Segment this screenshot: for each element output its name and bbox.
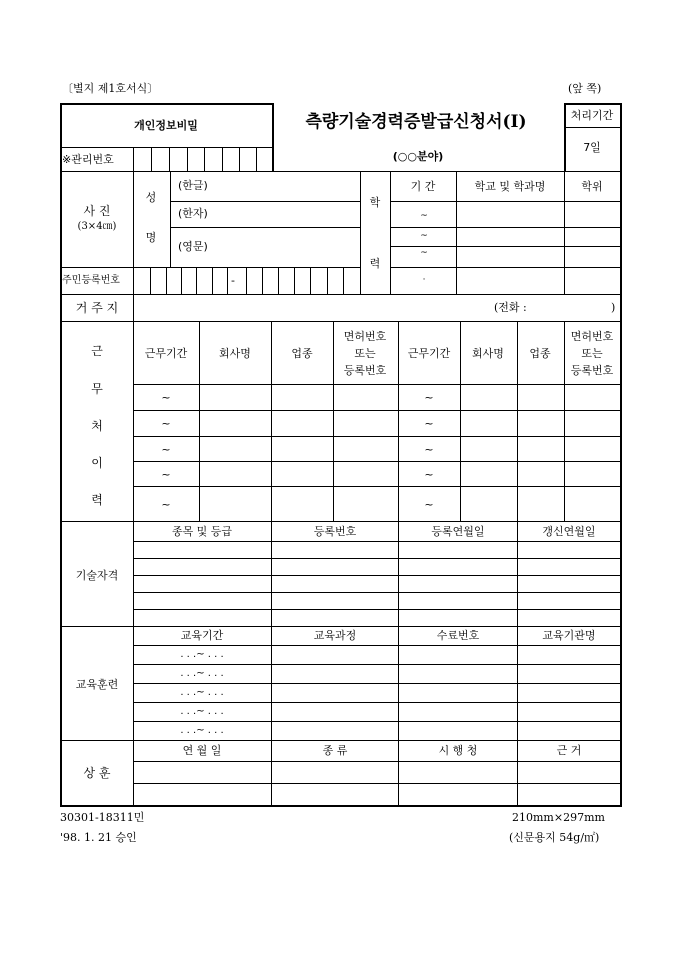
training-col-4: 교육기관명 — [542, 629, 596, 642]
photo-label: 사 진 — [83, 204, 111, 218]
license-header-left-2: 또는 — [354, 347, 376, 360]
training-col-2: 교육과정 — [313, 629, 357, 642]
name-english-label: (영문) — [178, 240, 208, 253]
education-degree-header: 학위 — [581, 180, 603, 193]
approval-date: '98. 1. 21 승인 — [60, 831, 137, 844]
tilde-left-5: ~ — [161, 498, 171, 511]
form-code: 30301-18311민 — [60, 811, 145, 824]
training-dots-5: . . .~ . . . — [180, 725, 224, 736]
license-header-right-3: 등록번호 — [570, 364, 614, 377]
company-header-right: 회사명 — [472, 347, 504, 360]
company-header-left: 회사명 — [219, 347, 251, 360]
employment-char-2: 무 — [91, 382, 103, 396]
tilde-left-4: ~ — [161, 468, 171, 481]
education-char-1: 학 — [369, 196, 381, 209]
qualification-col-3: 등록연월일 — [431, 525, 485, 538]
processing-period-label: 처리기간 — [570, 109, 614, 122]
tilde-right-2: ~ — [424, 417, 434, 430]
privacy-label: 개인정보비밀 — [134, 119, 198, 132]
processing-period-value: 7일 — [583, 141, 601, 154]
education-period-header: 기 간 — [410, 180, 436, 193]
industry-header-left: 업종 — [291, 347, 313, 360]
tilde-right-1: ~ — [424, 391, 434, 404]
industry-header-right: 업종 — [529, 347, 551, 360]
awards-col-3: 시 행 청 — [438, 744, 478, 757]
education-row-2: ~ — [420, 211, 428, 221]
name-char-2: 명 — [145, 231, 157, 244]
license-header-right-2: 또는 — [581, 347, 603, 360]
awards-col-2: 종 류 — [322, 744, 348, 757]
qualification-col-4: 갱신연월일 — [542, 525, 596, 538]
employment-char-4: 이 — [91, 456, 103, 470]
phone-label: (전화 : — [494, 301, 527, 314]
training-col-3: 수료번호 — [436, 629, 480, 642]
tilde-left-3: ~ — [161, 443, 171, 456]
name-korean-label: (한글) — [178, 179, 208, 192]
tilde-left-1: ~ — [161, 391, 171, 404]
awards-col-1: 연 월 일 — [182, 744, 222, 757]
rrn-dash: - — [231, 274, 235, 287]
training-dots-3: . . .~ . . . — [180, 687, 224, 698]
paper-size: 210mm×297mm — [512, 811, 605, 824]
name-char-1: 성 — [145, 191, 157, 204]
qualification-col-2: 등록번호 — [313, 525, 357, 538]
tilde-right-3: ~ — [424, 443, 434, 456]
work-period-header-left: 근무기간 — [144, 347, 188, 360]
qualification-col-1: 종목 및 등급 — [171, 525, 233, 538]
employment-char-3: 처 — [91, 419, 103, 433]
awards-col-4: 근 거 — [556, 744, 582, 757]
rrn-label: 주민등록번호 — [62, 275, 120, 286]
qualification-label: 기술자격 — [75, 569, 119, 582]
photo-size: (3×4㎝) — [77, 221, 117, 232]
work-period-header-right: 근무기간 — [407, 347, 451, 360]
training-dots-4: . . .~ . . . — [180, 706, 224, 717]
training-col-1: 교육기간 — [180, 629, 224, 642]
license-header-left-1: 면허번호 — [343, 330, 387, 343]
awards-label: 상 훈 — [83, 766, 111, 780]
page-side: (앞 쪽) — [568, 82, 602, 95]
training-dots-1: . . .~ . . . — [180, 649, 224, 660]
form-number: 〔별지 제1호서식〕 — [62, 82, 159, 95]
license-header-right-1: 면허번호 — [570, 330, 614, 343]
form-subtitle: (○○분야) — [392, 150, 444, 163]
management-number-label: ※관리번호 — [62, 153, 114, 166]
employment-char-1: 근 — [91, 344, 103, 358]
phone-close: ) — [611, 301, 616, 314]
license-header-left-3: 등록번호 — [343, 364, 387, 377]
training-label: 교육훈련 — [75, 678, 119, 691]
education-char-2: 력 — [369, 257, 381, 270]
education-school-header: 학교 및 학과명 — [474, 180, 546, 193]
education-row-4: ~ — [420, 231, 428, 241]
education-row-3: ~ — [420, 248, 428, 258]
form-title: 측량기술경력증발급신청서(Ⅰ) — [305, 112, 527, 132]
training-dots-2: . . .~ . . . — [180, 668, 224, 679]
education-row-5: · — [422, 275, 426, 285]
tilde-left-2: ~ — [161, 417, 171, 430]
tilde-right-4: ~ — [424, 468, 434, 481]
paper-type: (신문용지 54g/㎡) — [509, 831, 600, 844]
name-hanja-label: (한자) — [178, 207, 208, 220]
tilde-right-5: ~ — [424, 498, 434, 511]
address-label: 거 주 지 — [75, 301, 119, 315]
employment-char-5: 력 — [91, 493, 103, 507]
